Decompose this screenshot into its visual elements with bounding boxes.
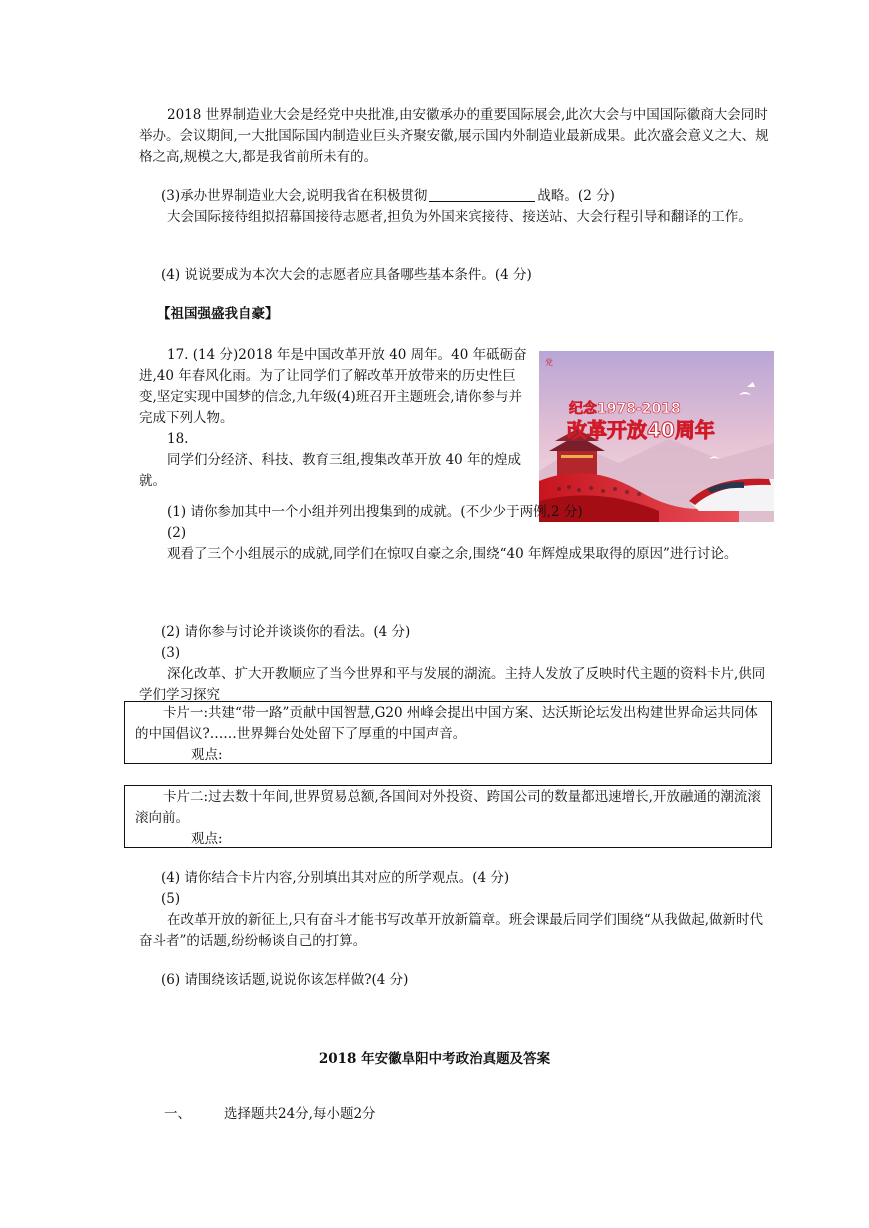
sub3-number: (3) xyxy=(161,645,181,661)
subquestion-1-2 xyxy=(139,502,775,565)
sub2-number: (2) xyxy=(167,525,187,541)
card2-text: 卡片二:过去数十年间,世界贸易总额,各国间对外投资、跨国公司的数量都迅速增长,开放融通的潮流滚滚向前。 xyxy=(135,789,761,826)
question-4 xyxy=(139,265,775,286)
intro-paragraph xyxy=(139,105,775,168)
poster-line2: 改革开放40周年 xyxy=(567,418,715,442)
poster-illustration xyxy=(539,351,774,522)
volunteer-text: 大会国际接待组拟招幕国接待志愿者,担负为外国来宾接待、接送站、大会行程引导和翻译的工作。 xyxy=(167,209,752,225)
exam-title: 2018 年安徽阜阳中考政治真题及答案 xyxy=(318,1051,551,1067)
intro-text: 2018 世界制造业大会是经党中央批准,由安徽承办的重要国际展会,此次大会与中国国际徽商大会同时举办。会议期间,一大批国际国内制造业巨头齐聚安徽,展示国内外制造业最新成果。此次盛会意义之大、规格之高,规模之大,都是我省前所未有的。 xyxy=(139,107,769,165)
section-heading: 【祖国强盛我自豪】 xyxy=(157,306,279,322)
subquestion-4-5 xyxy=(139,868,775,952)
q18-text: 同学们分经济、科技、教育三组,搜集改革开放 40 年的煌成就。 xyxy=(139,452,522,489)
subquestion-6 xyxy=(139,970,775,991)
sub5-number: (5) xyxy=(161,891,181,907)
section-text: 选择题共24分,每小题2分 xyxy=(224,1106,376,1122)
sub4-question: (4) 请你结合卡片内容,分别填出其对应的所学观点。(4 分) xyxy=(161,870,510,886)
poster-corner-mark: 党 xyxy=(545,358,553,367)
q18-number: 18. xyxy=(167,431,189,447)
section-one-header xyxy=(164,1102,376,1122)
sub2-text: 观看了三个小组展示的成就,同学们在惊叹自豪之余,围绕“40 年辉煌成果取得的原因”进行讨论。 xyxy=(167,546,738,562)
question-17 xyxy=(139,345,529,492)
anniversary-poster-image xyxy=(539,351,774,522)
section-number: 一、 xyxy=(164,1106,191,1122)
poster-line1: 纪念1978-2018 xyxy=(569,401,681,417)
subquestion-2-prompt xyxy=(139,622,775,706)
sub6-question: (6) 请围绕该话题,说说你该怎样做?(4 分) xyxy=(161,972,409,988)
q4-text: (4) 说说要成为本次大会的志愿者应具备哪些基本条件。(4 分) xyxy=(161,267,532,283)
card1-text: 卡片一:共建“带一路”贡献中国智慧,G20 州峰会提出中国方案、达沃斯论坛发出构建世界命运共同体的中国倡议?……世界舞台处处留下了厚重的中国声音。 xyxy=(135,705,758,742)
sub5-text: 在改革开放的新征上,只有奋斗才能书写改革开放新篇章。班会课最后同学们围绕“从我做起,做新时代奋斗者”的话题,纷纷畅谈自己的打算。 xyxy=(139,912,763,949)
card-2 xyxy=(124,785,772,848)
sub2-question: (2) 请你参与讨论并谈谈你的看法。(4 分) xyxy=(161,624,411,640)
card1-view-label: 观点: xyxy=(191,747,223,763)
question-3 xyxy=(139,186,775,228)
answer-blank[interactable] xyxy=(429,187,535,202)
sub3-text: 深化改革、扩大开教顺应了当今世界和平与发展的湖流。主持人发放了反映时代主题的资料卡片,供同学们学习探究 xyxy=(139,666,766,703)
card-1 xyxy=(124,701,772,764)
q17-text: 17. (14 分)2018 年是中国改革开放 40 周年。40 年砥砺奋进,40 年春风化雨。为了让同学们了解改革开放带来的历史性巨变,坚定实现中国梦的信念,九年级(4)班召开主题班会,请你参与并完成下列人物。 xyxy=(139,347,527,426)
sub1-text: (1) 请你参加其中一个小组并列出搜集到的成就。(不少少于两例,2 分) xyxy=(167,504,583,520)
q3-text-before: (3)承办世界制造业大会,说明我省在积极贯彻 xyxy=(161,188,428,204)
q3-text-after: 战略。(2 分) xyxy=(537,188,615,204)
card2-view-label: 观点: xyxy=(191,831,223,847)
